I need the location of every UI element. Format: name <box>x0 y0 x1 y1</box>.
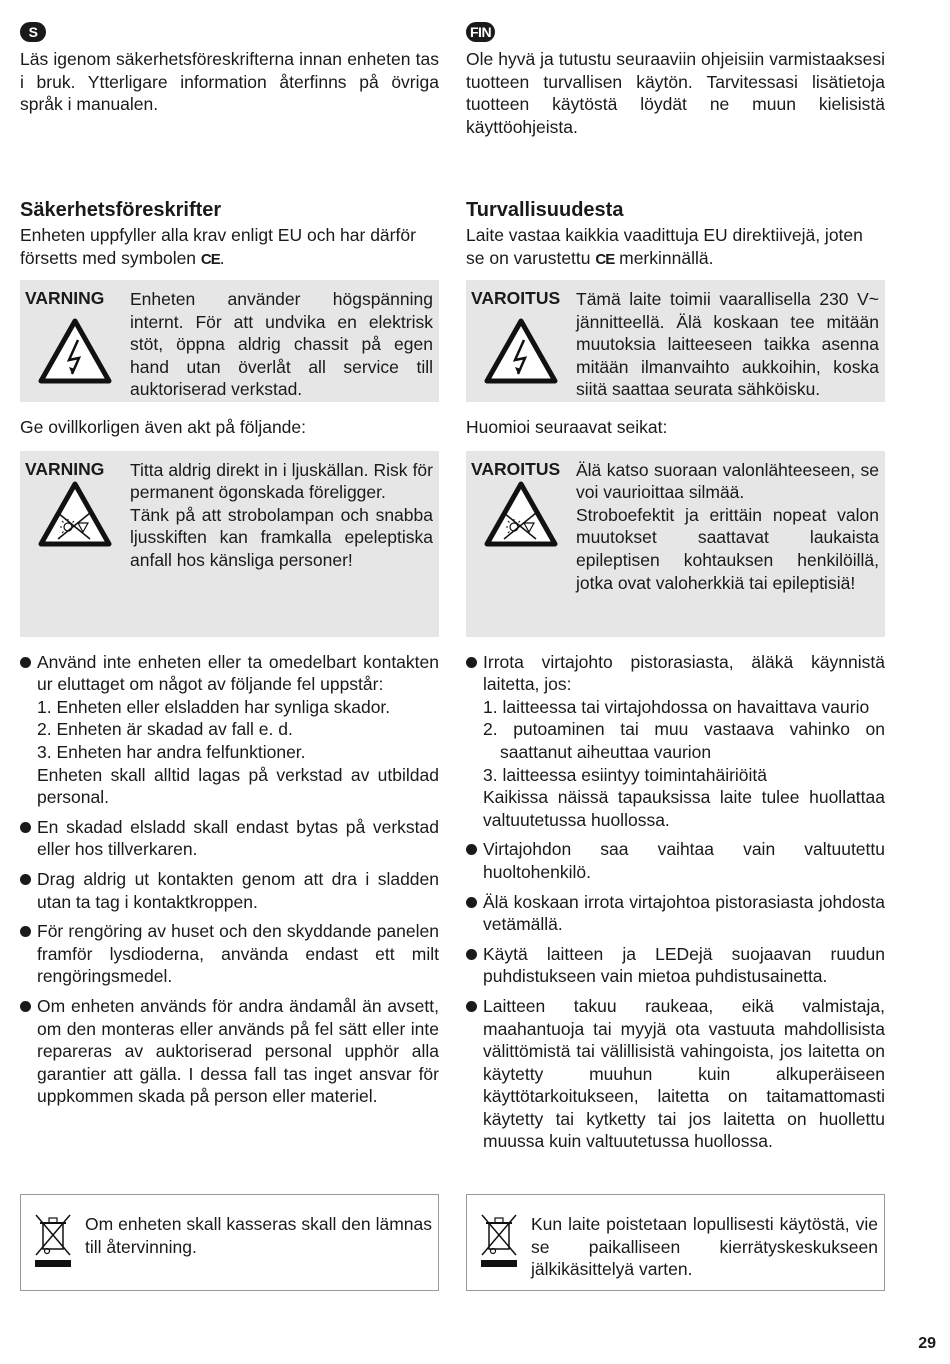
disposal-box-sv <box>20 1194 439 1291</box>
crossed-bin-icon <box>33 1211 73 1269</box>
list-item: Drag aldrig ut kontakten genom att dra i sladden utan ta tag i kontaktkroppen. <box>20 868 439 913</box>
language-badge-fi: FIN <box>466 22 495 42</box>
disposal-text-fi: Kun laite poistetaan lopullisesti käytöstä, vie se paikalliseen kierrätyskeskukseen jälkikäsittelyä varten. <box>531 1214 878 1280</box>
light-hazard-warning-icon <box>484 481 558 547</box>
bullet-icon <box>466 897 477 908</box>
finnish-column <box>466 22 885 1160</box>
warning-box-light-fi <box>466 451 885 637</box>
list-item: Käytä laitteen ja LEDejä suojaavan ruudun puhdistukseen vain mietoa puhdistusainetta. <box>466 943 885 988</box>
warning-label: VARNING <box>25 288 105 308</box>
bullet-icon <box>466 1001 477 1012</box>
disposal-text-sv: Om enheten skall kasseras skall den lämnas till återvinning. <box>85 1214 432 1257</box>
list-item: Älä koskaan irrota virtajohtoa pistorasiasta johdosta vetämällä. <box>466 891 885 936</box>
bullet-icon <box>20 657 31 668</box>
page-number: 29 <box>918 1335 936 1352</box>
list-item: Använd inte enheten eller ta omedelbart kontakten ur eluttaget om något av följande fel uppstår: 1. Enheten eller elsladden har synliga skador. 2. Enheten är skadad av fall e. d. 3. Enheten har andra felfunktioner. Enheten skall alltid lagas på verkstad av utbildad personal. <box>20 651 439 809</box>
warning-text-light-sv: Titta aldrig direkt in i ljuskällan. Risk för permanent ögonskada föreligger. Tänk på att strobolampan och snabba ljusskiften kan framkalla epeleptiska anfall hos känsliga personer! <box>130 459 433 570</box>
ce-mark-icon: CE <box>200 250 220 268</box>
warning-text-electric-fi: Tämä laite toimii vaarallisella 230 V~ jännitteellä. Älä koskaan tee mitään muutoksia laitteeseen taikka asenna mitään ilmanvaihto aukkoihin, koska siitä saattaa seurata sähköisku. <box>576 289 879 400</box>
language-badge-sv: S <box>20 22 46 42</box>
warning-text-electric-sv: Enheten använder högspänning internt. För att undvika en elektrisk stöt, öppna aldrig chassit på egen hand utan överlåt all service till auktoriserad verkstad. <box>130 289 433 400</box>
crossed-bin-icon <box>479 1211 519 1269</box>
light-hazard-warning-icon <box>38 481 112 547</box>
warning-text-light-fi: Älä katso suoraan valonlähteeseen, se voi vaurioittaa silmää. Stroboefektit ja erittäin nopeat valon muutokset saattavat laukaista epileptisen kohtauksen henkilöillä, jotka ovat valoherkkiä tai epileptisiä! <box>576 459 879 593</box>
intro-text-sv: Läs igenom säkerhetsföreskrifterna innan enheten tas i bruk. Ytterligare information återfinns på övriga språk i manualen. <box>20 49 439 115</box>
bullet-icon <box>20 1001 31 1012</box>
bullet-icon <box>466 657 477 668</box>
intro-text-fi: Ole hyvä ja tutustu seuraaviin ohjeisiin varmistaaksesi tuotteen turvallisen käytön. Tarvitessasi lisätietoja tuotteen käytöstä löydät ne muun kielisistä käyttöohjeista. <box>466 49 885 137</box>
disposal-box-fi <box>466 1194 885 1291</box>
section-heading-sv: Säkerhetsföreskrifter <box>20 199 222 221</box>
bullet-icon <box>20 822 31 833</box>
safety-list-sv <box>20 651 439 1108</box>
list-item: Om enheten används för andra ändamål än avsett, om den monteras eller används på fel sätt eller inte repareras av auktoriserad personal upphör alla garantier att gälla. I dessa fall tas inget ansvar för uppkommen skada på person eller materiel. <box>20 995 439 1108</box>
section-heading-fi: Turvallisuudesta <box>466 199 624 221</box>
notice-lead-sv: Ge ovillkorligen även akt på följande: <box>20 417 307 437</box>
warning-label: VAROITUS <box>471 458 561 479</box>
warning-label: VAROITUS <box>471 288 561 308</box>
list-item: För rengöring av huset och den skyddande panelen framför lysdioderna, använda endast ett milt rengöringsmedel. <box>20 920 439 988</box>
bullet-icon <box>466 844 477 855</box>
high-voltage-warning-icon <box>38 318 112 384</box>
warning-label: VARNING <box>25 458 105 479</box>
ce-statement-fi: Laite vastaa kaikkia vaadittuja EU direktiivejä, joten se on varustettu CE merkinnällä. <box>466 225 863 268</box>
bullet-icon <box>20 926 31 937</box>
warning-box-electric-sv <box>20 280 439 402</box>
list-item: Virtajohdon saa vaihtaa vain valtuutettu huoltohenkilö. <box>466 838 885 883</box>
ce-statement-sv: Enheten uppfyller alla krav enligt EU och har därför försetts med symbolen CE. <box>20 225 416 268</box>
ce-mark-icon: CE <box>595 250 615 268</box>
warning-box-electric-fi <box>466 280 885 402</box>
swedish-column <box>20 22 439 1115</box>
list-item: Laitteen takuu raukeaa, eikä valmistaja, maahantuoja tai myyjä ota vastuuta mahdollisista välittömistä tai välillisistä vahingoista, jos laitetta on käytetty muuhun kuin alkuperäiseen käyttötarkoitukseen, laitetta on taitamattomasti käytetty tai kytketty tai jos laitetta on huollettu muussa kuin valtuutetussa huollossa. <box>466 995 885 1153</box>
bullet-icon <box>20 874 31 885</box>
safety-list-fi <box>466 651 885 1153</box>
warning-box-light-sv <box>20 451 439 637</box>
notice-lead-fi: Huomioi seuraavat seikat: <box>466 417 668 437</box>
list-item: En skadad elsladd skall endast bytas på verkstad eller hos tillverkaren. <box>20 816 439 861</box>
list-item: Irrota virtajohto pistorasiasta, äläkä käynnistä laitetta, jos: 1. laitteessa tai virtajohdossa on havaittava vaurio 2. putoaminen tai muu vastaava vahinko on saattanut aiheuttaa vaurion 3. laitteessa esiintyy toimintahäiriöitä Kaikissa näissä tapauksissa laite tulee huollattaa valtuutetussa huollossa. <box>466 651 885 832</box>
bullet-icon <box>466 949 477 960</box>
high-voltage-warning-icon <box>484 318 558 384</box>
